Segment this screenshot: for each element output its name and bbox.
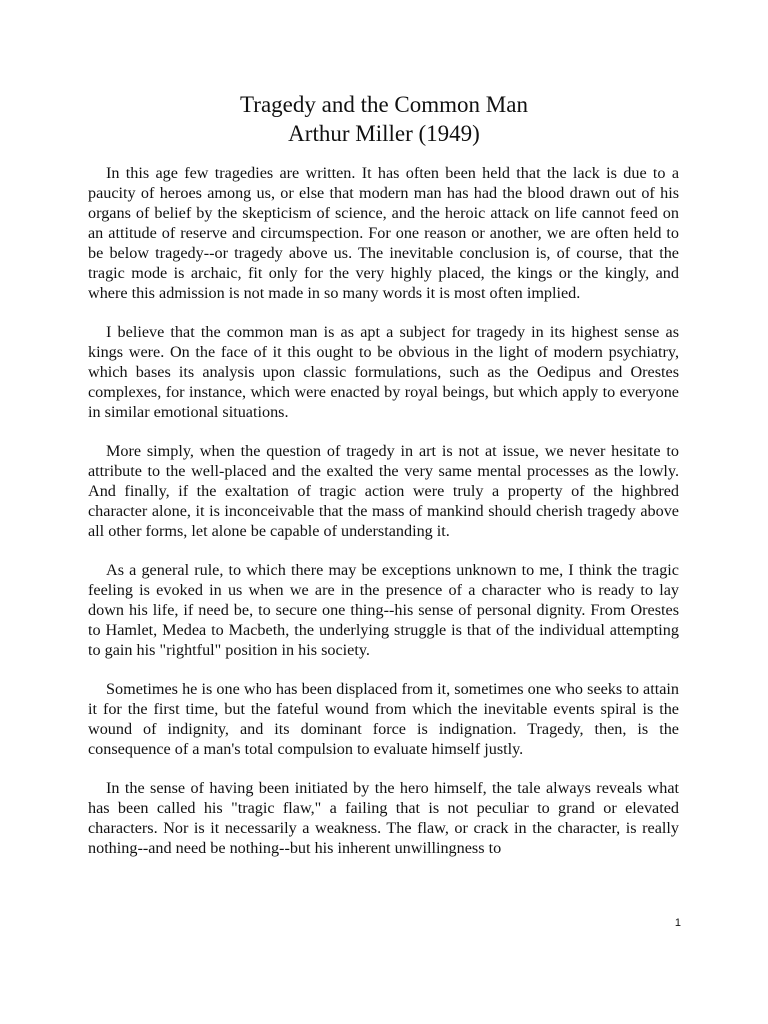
paragraph-1: In this age few tragedies are written. It has often been held that the lack is due to a paucity of heroes among us, or else that modern man has had the blood drawn out of his organs of belief by the skepticism of science, and the heroic attack on life cannot feed on an attitude of reserve and circumspection. For one reason or another, we are often held to be below tragedy--or tragedy above us. The inevitable conclusion is, of course, that the tragic mode is archaic, fit only for the very highly placed, the kings or the kingly, and where this admission is not made in so many words it is most often implied. [88,164,679,302]
title-block [0,90,768,148]
paragraph-4: As a general rule, to which there may be exceptions unknown to me, I think the tragic feeling is evoked in us when we are in the presence of a character who is ready to lay down his life, if need be, to secure one thing--his sense of personal dignity. From Orestes to Hamlet, Medea to Macbeth, the underlying struggle is that of the individual attempting to gain his "rightful" position in his society. [88,561,679,659]
paragraph-6: In the sense of having been initiated by the hero himself, the tale always reveals what has been called his "tragic flaw," a failing that is not peculiar to grand or elevated characters. Nor is it necessarily a weakness. The flaw, or crack in the character, is really nothing--and need be nothing--but his inherent unwillingness to [88,779,679,857]
document-title: Tragedy and the Common Man [240,92,528,117]
paragraph-5: Sometimes he is one who has been displaced from it, sometimes one who seeks to attain it for the first time, but the fateful wound from which the inevitable events spiral is the wound of indignity, and its dominant force is indignation. Tragedy, then, is the consequence of a man's total compulsion to evaluate himself justly. [88,680,679,758]
page-number: 1 [674,917,681,929]
body-text [88,163,679,858]
document-author: Arthur Miller (1949) [288,121,480,146]
paragraph-2: I believe that the common man is as apt a subject for tragedy in its highest sense as kings were. On the face of it this ought to be obvious in the light of modern psychiatry, which bases its analysis upon classic formulations, such as the Oedipus and Orestes complexes, for instance, which were enacted by royal beings, but which apply to everyone in similar emotional situations. [88,323,679,421]
paragraph-3: More simply, when the question of tragedy in art is not at issue, we never hesitate to attribute to the well-placed and the exalted the very same mental processes as the lowly. And finally, if the exaltation of tragic action were truly a property of the highbred character alone, it is inconceivable that the mass of mankind should cherish tragedy above all other forms, let alone be capable of understanding it. [88,442,679,540]
